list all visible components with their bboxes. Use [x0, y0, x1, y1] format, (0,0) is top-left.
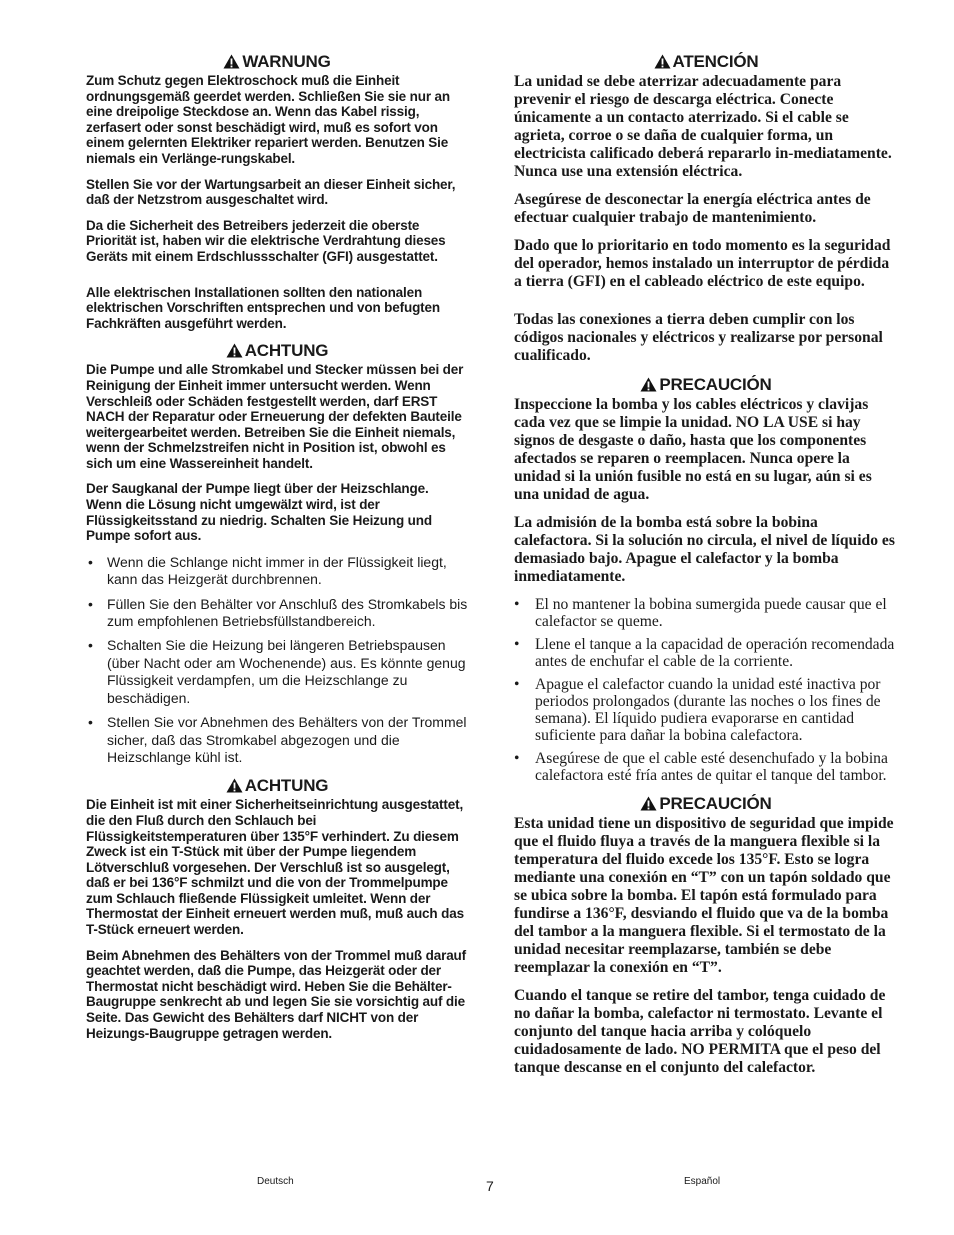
page-number: 7: [486, 1178, 494, 1194]
warning-triangle-icon: [640, 377, 657, 392]
precaucion-title-2: PRECAUCIÓN: [659, 794, 772, 813]
precaucion-paragraph: Inspeccione la bomba y los cables eléctricos y clavijas cada vez que se limpie la unidad. NO LA USE si hay signos de desgaste o daño, hasta que los componentes afectados se reparen o reemplacen. Nunca opere la unidad si la unión fusible no está en su lugar, aún si es una unidad de agua.: [514, 396, 872, 503]
list-item: • Asegúrese de que el cable esté desenchufado y la bobina calefactora esté fría antes de quitar el tanque del tambor.: [514, 750, 898, 784]
precaucion-title: PRECAUCIÓN: [659, 375, 772, 394]
achtung-paragraph: Die Pumpe und alle Stromkabel und Stecker müssen bei der Reinigung der Einheit immer untersucht werden. Wenn Verschleiß oder Schäden festgestellt werden, darf ERST NACH der Reparatur oder Erneuerung der defekten Bauteile weitergearbeitet werden. Betreiben Sie die Einheit niemals, wenn der Schmelzstreifen nicht in Position ist, obwohl es sich um eine Wassereinheit handelt.: [86, 362, 464, 471]
warnung-heading: [86, 52, 468, 72]
warnung-paragraph: Alle elektrischen Installationen sollten den nationalen elektrischen Vorschriften entsprechen und von befugten Fachkräften ausgeführt werden.: [86, 284, 440, 331]
precaucion-paragraph: Cuando el tanque se retire del tambor, tenga cuidado de no dañar la bomba, calefactor ni termostato. Levante el conjunto del tanque hacia arriba y colóquelo cuidadosamente de lado. NO PERMITA que el peso del tanque descanse en el conjunto del calefactor.: [514, 987, 886, 1076]
precaucion-paragraph: Esta unidad tiene un dispositivo de seguridad que impide que el fluido fluya a través de la manguera flexible si la temperatura del fluido excede los 135°F. Esto se logra mediante una conexión en “T” con un tapón soldado que se ubica sobre la bomba. El tapón está formulado para fundirse a 136°F, desviando el fluido que va de la bomba del tambor a la manguera flexible. Si el termostato de la unidad necesitar reemplazarse, también se debe reemplazar la conexión en “T”.: [514, 815, 894, 976]
precaucion-heading-2: [514, 794, 898, 814]
footer-language-german: Deutsch: [257, 1176, 294, 1187]
precaucion-heading: [514, 375, 898, 395]
list-item: • El no mantener la bobina sumergida puede causar que el calefactor se queme.: [514, 596, 898, 630]
achtung-paragraph: Der Saugkanal der Pumpe liegt über der Heizschlange. Wenn die Lösung nicht umgewälzt wird, ist der Flüssigkeitsstand zu niedrig. Schalten Sie Heizung und Pumpe sofort aus.: [86, 481, 432, 544]
list-item: • Apague el calefactor cuando la unidad esté inactiva por periodos prolongados (durante las noches o los fines de semana). El líquido pudiera evaporarse en cantidad suficiente para dañar la bobina calefactora.: [514, 676, 898, 744]
precaucion-paragraph: La admisión de la bomba está sobre la bobina calefactora. Si la solución no circula, el nivel de líquido es demasiado bajo. Apague el calefactor y la bomba inmediatamente.: [514, 514, 895, 585]
warnung-title: WARNUNG: [242, 52, 331, 71]
footer-language-spanish: Español: [684, 1176, 721, 1187]
achtung-paragraph: Beim Abnehmen des Behälters von der Trommel muß darauf geachtet werden, daß die Pumpe, das Heizgerät oder der Thermostat nicht beschädigt wird. Heben Sie die Behälter-Baugruppe senkrecht ab und legen Sie sie vorsichtig auf die Seite. Das Gewicht des Behälters darf NICHT von der Heizungs-Baugruppe getragen werden.: [86, 947, 466, 1041]
warnung-paragraph: Stellen Sie vor der Wartungsarbeit an dieser Einheit sicher, daß der Netzstrom ausgeschaltet wird.: [86, 176, 456, 208]
list-item: • Wenn die Schlange nicht immer in der Flüssigkeit liegt, kann das Heizgerät durchbrennen.: [86, 554, 468, 589]
achtung-bullet-list: [86, 554, 468, 766]
achtung-paragraph: Die Einheit ist mit einer Sicherheitseinrichtung ausgestattet, die den Fluß durch den Schlauch bei Flüssigkeitstemperaturen über 135°F verhindert. Zu diesem Zweck ist ein T-Stück mit über der Pumpe liegendem Lötverschluß vorgesehen. Der Verschluß ist so ausgelegt, daß er bei 136°F schmilzt und die von der Trommelpumpe zum Schlauch fließende Flüssigkeit umleitet. Wenn der Thermostat der Einheit erneuert werden muß, muß auch das T-Stück erneuert werden.: [86, 797, 464, 938]
list-item: • Füllen Sie den Behälter vor Anschluß des Stromkabels bis zum empfohlenen Betriebsfüllstandbereich.: [86, 596, 468, 631]
atencion-paragraph: Dado que lo prioritario en todo momento es la seguridad del operador, hemos instalado un interruptor de pérdida a tierra (GFI) en el cableado eléctrico de este equipo.: [514, 237, 891, 290]
warning-triangle-icon: [226, 778, 243, 793]
achtung-heading: [86, 341, 468, 361]
achtung-title: ACHTUNG: [244, 341, 329, 361]
list-item: • Llene el tanque a la capacidad de operación recomendada antes de enchufar el cable de la corriente.: [514, 636, 898, 670]
list-item: • Stellen Sie vor Abnehmen des Behälters von der Trommel sicher, daß das Stromkabel abgezogen und die Heizschlange kühl ist.: [86, 714, 468, 766]
atencion-paragraph: La unidad se debe aterrizar adecuadamente para prevenir el riesgo de descarga eléctrica. Conecte únicamente a un contacto aterrizado. Si el cable se agrieta, corroe o se daña de cualquier forma, un electricista calificado deberá repararlo in-mediatamente. Nunca use una extensión eléctrica.: [514, 73, 892, 180]
achtung-title-2: ACHTUNG: [244, 776, 329, 796]
warning-triangle-icon: [640, 796, 657, 811]
list-item: • Schalten Sie die Heizung bei längeren Betriebspausen (über Nacht oder am Wochenende) aus. Es könnte genug Flüssigkeit verdampfen, um die Heizschlange zu beschädigen.: [86, 637, 468, 707]
achtung-heading-2: [86, 776, 468, 796]
atencion-paragraph: Asegúrese de desconectar la energía eléctrica antes de efectuar cualquier trabajo de mantenimiento.: [514, 191, 871, 226]
warning-triangle-icon: [654, 54, 671, 69]
warning-triangle-icon: [223, 54, 240, 69]
atencion-title: ATENCIÓN: [672, 52, 759, 71]
spanish-column: [514, 52, 898, 1087]
german-column: [86, 52, 468, 1051]
warnung-paragraph: Da die Sicherheit des Betreibers jederzeit die oberste Priorität ist, haben wir die elektrische Verdrahtung dieses Geräts mit einem Erdschlussschalter (GFI) ausgestattet.: [86, 217, 446, 264]
atencion-heading: [514, 52, 898, 72]
atencion-paragraph: Todas las conexiones a tierra deben cumplir con los códigos nacionales y eléctricos y realizarse por personal cualificado.: [514, 311, 883, 364]
precaucion-bullet-list: [514, 596, 898, 784]
warning-triangle-icon: [226, 343, 243, 358]
warnung-paragraph: Zum Schutz gegen Elektroschock muß die Einheit ordnungsgemäß geerdet werden. Schließen Sie sie nur an eine dreipolige Steckdose an. Wenn das Kabel rissig, zerfasert oder sonst beschädigt wird, muß es sofort von einem gelernten Elektriker repariert werden. Benutzen Sie niemals ein Verlänge-rungskabel.: [86, 73, 450, 166]
